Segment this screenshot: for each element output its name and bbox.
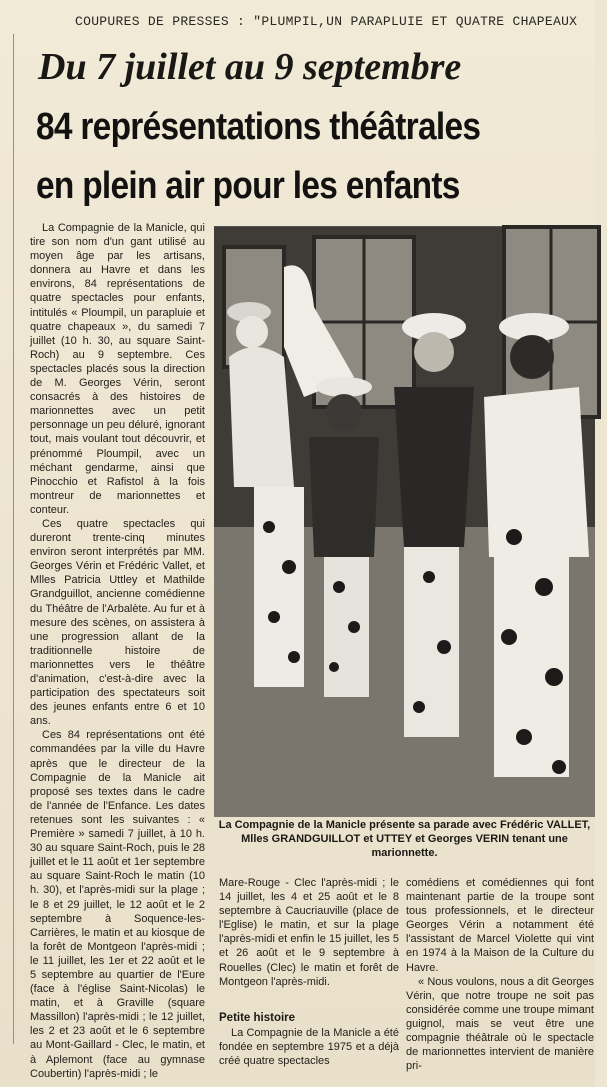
subheading: Petite histoire bbox=[219, 1012, 296, 1024]
paragraph: « Nous voulons, nous a dit Georges Vérin, que notre troupe ne soit pas considérée comme une troupe mimant guignol, mais se veut être une compagnie théâtrale où le spectacle de marionnettes intervient de manière pri- bbox=[406, 975, 594, 1073]
photo-caption: La Compagnie de la Manicle présente sa parade avec Frédéric VALLET, Mlles GRANDGUILLOT et UTTEY et Georges VERIN tenant une marionnette. bbox=[218, 819, 591, 859]
paragraph: Ces quatre spectacles qui dureront trente-cinq minutes environ seront interprétés par MM. Georges Vérin et Frédéric Vallet, et Mlles Patricia Uttley et Mathilde Grandguillot, ancienne comédienne du Théâtre de l'Arbalète. Au fur et à mesure des scènes, on assistera à une progression allant de la traditionnelle histoire de marionnettes vers le théâtre d'animation, c'est-à-dire avec la participation des spectateurs soit des jeunes enfants entre 6 et 10 ans. bbox=[30, 517, 205, 728]
paragraph: Mare-Rouge - Clec l'après-midi ; le 14 juillet, les 4 et 25 août et le 8 septembre à Caucriauville (place de l'Eglise) le matin, et sur la plage l'après-midi et enfin le 15 juillet, les 5 et 26 août et le 9 septembre à Rouelles (Clec) le matin et forêt de Montgeon l'après-midi. bbox=[219, 877, 399, 988]
column-rule bbox=[13, 34, 14, 1044]
article-column-middle-continued bbox=[219, 1026, 399, 1086]
article-column-right bbox=[406, 876, 594, 1086]
clipping-header: COUPURES DE PRESSES : "PLUMPIL,UN PARAPLUIE ET QUATRE CHAPEAUX bbox=[75, 14, 578, 29]
paragraph: Ces 84 représentations ont été commandées par la ville du Havre après que le directeur de la Compagnie de la Manicle ait proposé ses textes dans le cadre de l'année de l'Enfance. Les dates retenues sont les suivantes : « Première » samedi 7 juillet, à 10 h. 30 au square Saint-Roch, puis le 28 juillet et le 11 août et 1er septembre au square Saint-Roch le matin (10 h. 30), et l'après-midi sur la plage ; le 8 et 29 juillet, le 12 août et le 2 septembre à Soquence-les-Carrières, le matin et au kiosque de la forêt de Montgeon l'après-midi ; le 11 juillet, les 1er et 22 août et le 5 septembre au quartier de l'Eure (face à l'église Saint-Nicolas) le matin, et à Graville (square Massillon) l'après-midi ; le 12 juillet, les 2 et 23 août et le 6 septembre au Mont-Gaillard - Clec, le matin, et à Aplemont (face au gymnase Coubertin) l'après-midi ; le bbox=[30, 729, 205, 1080]
paragraph: La Compagnie de la Manicle a été fondée en septembre 1975 et a déjà créé quatre spectacles bbox=[219, 1027, 399, 1068]
headline-line-2: en plein air pour les enfants bbox=[36, 165, 460, 207]
photo-illustration bbox=[214, 227, 595, 817]
paragraph: La Compagnie de la Manicle, qui tire son nom d'un gant utilisé au moyen âge par les artisans, donnera au Havre et dans les environs, 84 représentations de quatre spectacles pour enfants, intitulés « Ploumpil, un parapluie et quatre chapeaux », du samedi 7 juillet (10 h. 30, au square Saint-Roch) au 9 septembre. Ces spectacles placés sous la direction de M. Georges Vérin, seront consacrés à des histoires de marionnettes avec un petit personnage un peu déluré, ignorant tout, mais voulant tout découvrir, et prénommé Ploumpil, avec un méchant gendarme, ainsi que Pinocchio et Rafistol à la fois montreur de marionnettes et conteur. bbox=[30, 222, 205, 516]
press-photo bbox=[214, 226, 595, 816]
headline-line-1: 84 représentations théâtrales bbox=[36, 106, 481, 148]
kicker-headline: Du 7 juillet au 9 septembre bbox=[38, 46, 462, 88]
paragraph: comédiens et comédiennes qui font maintenant partie de la troupe sont tous professionnels, et le directeur Georges Vérin a notamment été l'assistant de Marcel Violette qui vint en 1974 à la Maison de la Culture du Havre. bbox=[406, 877, 594, 974]
article-column-left bbox=[30, 221, 205, 1080]
article-column-middle bbox=[219, 876, 399, 996]
